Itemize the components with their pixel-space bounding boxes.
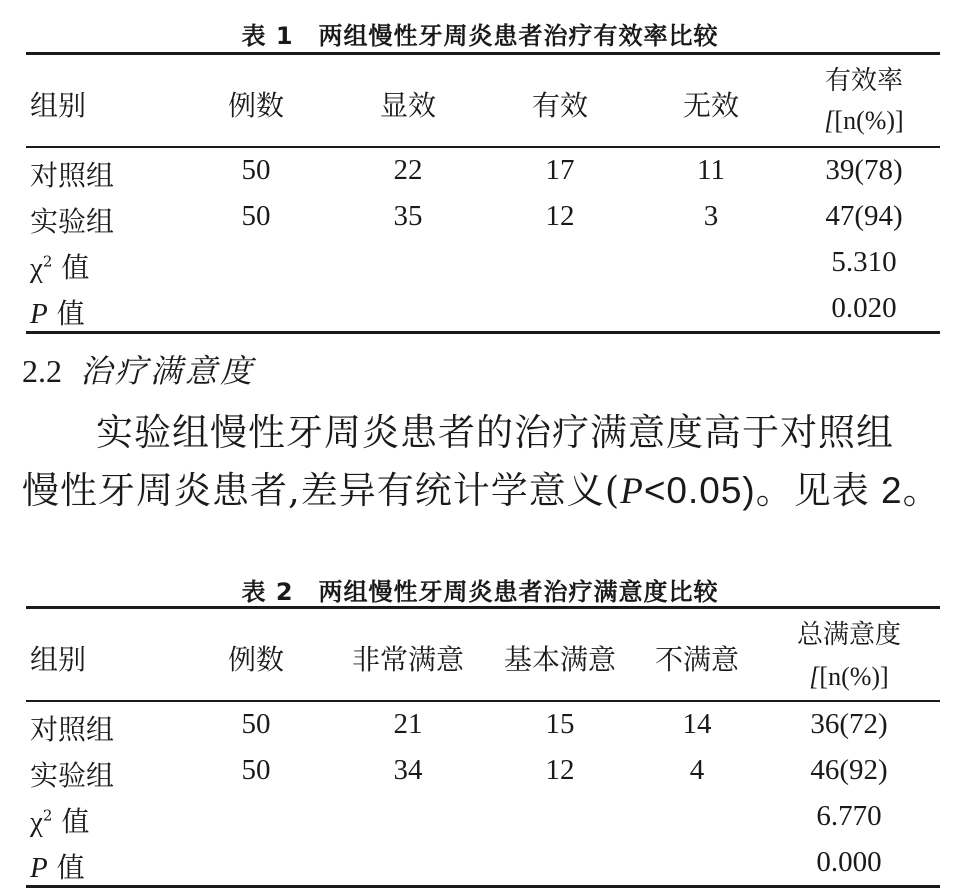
table2-header-unsatisfied: 不满意 [654, 643, 740, 676]
table2-header-basically-satisfied: 基本满意 [503, 643, 617, 676]
table2-header-rule [26, 700, 940, 702]
table2-row2-basically-satisfied: 12 [545, 754, 575, 786]
table1-header-count: 例数 [227, 89, 285, 122]
table2-row2-total: 46(92) [810, 754, 888, 786]
table1-row1-ineffective: 11 [697, 154, 725, 186]
table1-row2-rate: 47(94) [825, 200, 903, 232]
table1-row1-group: 对照组 [30, 159, 115, 192]
table1-row1-count: 50 [241, 154, 271, 186]
table1-header-rate: 有效率 [824, 66, 904, 96]
table2-bottom-rule [26, 885, 940, 888]
paragraph-line-2: 慢性牙周炎患者,差异有统计学意义(P<0.05)。见表 2。 [22, 469, 941, 512]
table1-row2-effective: 12 [545, 200, 575, 232]
table1-row2-group: 实验组 [30, 205, 115, 238]
table1-row2-marked: 35 [393, 200, 423, 232]
table2-row2-group: 实验组 [30, 759, 115, 792]
table2-row1-count: 50 [241, 708, 271, 740]
table1-row1-marked: 22 [393, 154, 423, 186]
table1-header-rule [26, 146, 940, 148]
table2-top-rule [26, 606, 940, 609]
table2-header-total: 总满意度 [796, 620, 902, 650]
table1-header-group: 组别 [30, 89, 87, 122]
section-heading: 2.2 治疗满意度 [22, 352, 256, 390]
table1-caption: 表 1 两组慢性牙周炎患者治疗有效率比较 [241, 22, 719, 50]
table2-p-label: P 值 [30, 851, 85, 884]
table2-row1-very-satisfied: 21 [393, 708, 423, 740]
table2-row1-total: 36(72) [810, 708, 888, 740]
table1-chi-label: $\chi^2$ 值 [30, 251, 90, 284]
table1-header-rate-unit: [[n(%)] [824, 106, 904, 135]
table1-chi-value: 5.310 [831, 246, 897, 278]
table2-row2-unsatisfied: 4 [689, 754, 705, 786]
table2-row2-very-satisfied: 34 [393, 754, 423, 786]
table2-header-count: 例数 [227, 643, 285, 676]
table2-row2-count: 50 [241, 754, 271, 786]
table2-header-very-satisfied: 非常满意 [351, 643, 465, 676]
paragraph-line-1: 实验组慢性牙周炎患者的治疗满意度高于对照组 [96, 411, 894, 454]
table1-row1-effective: 17 [545, 154, 575, 186]
table2-header-total-unit: [[n(%)] [809, 662, 889, 691]
table1-row2-count: 50 [241, 200, 271, 232]
table2-row1-basically-satisfied: 15 [545, 708, 575, 740]
table2-chi-value: 6.770 [816, 800, 882, 832]
table2-chi-label: $\chi^2$ 值 [30, 805, 90, 838]
table1-header-effective: 有效 [531, 89, 589, 122]
table1-header-marked: 显效 [379, 89, 437, 122]
table1-top-rule [26, 52, 940, 55]
table2-row1-group: 对照组 [30, 713, 115, 746]
table1-bottom-rule [26, 331, 940, 334]
table1-p-value: 0.020 [831, 292, 897, 324]
table2-row1-unsatisfied: 14 [682, 708, 712, 740]
table1-header-ineffective: 无效 [682, 89, 740, 122]
table2-p-value: 0.000 [816, 846, 882, 878]
table2-header-group: 组别 [30, 643, 87, 676]
table1-row1-rate: 39(78) [825, 154, 903, 186]
table1-row2-ineffective: 3 [703, 200, 719, 232]
table1-p-label: P 值 [30, 297, 85, 330]
table2-caption: 表 2 两组慢性牙周炎患者治疗满意度比较 [241, 578, 719, 606]
